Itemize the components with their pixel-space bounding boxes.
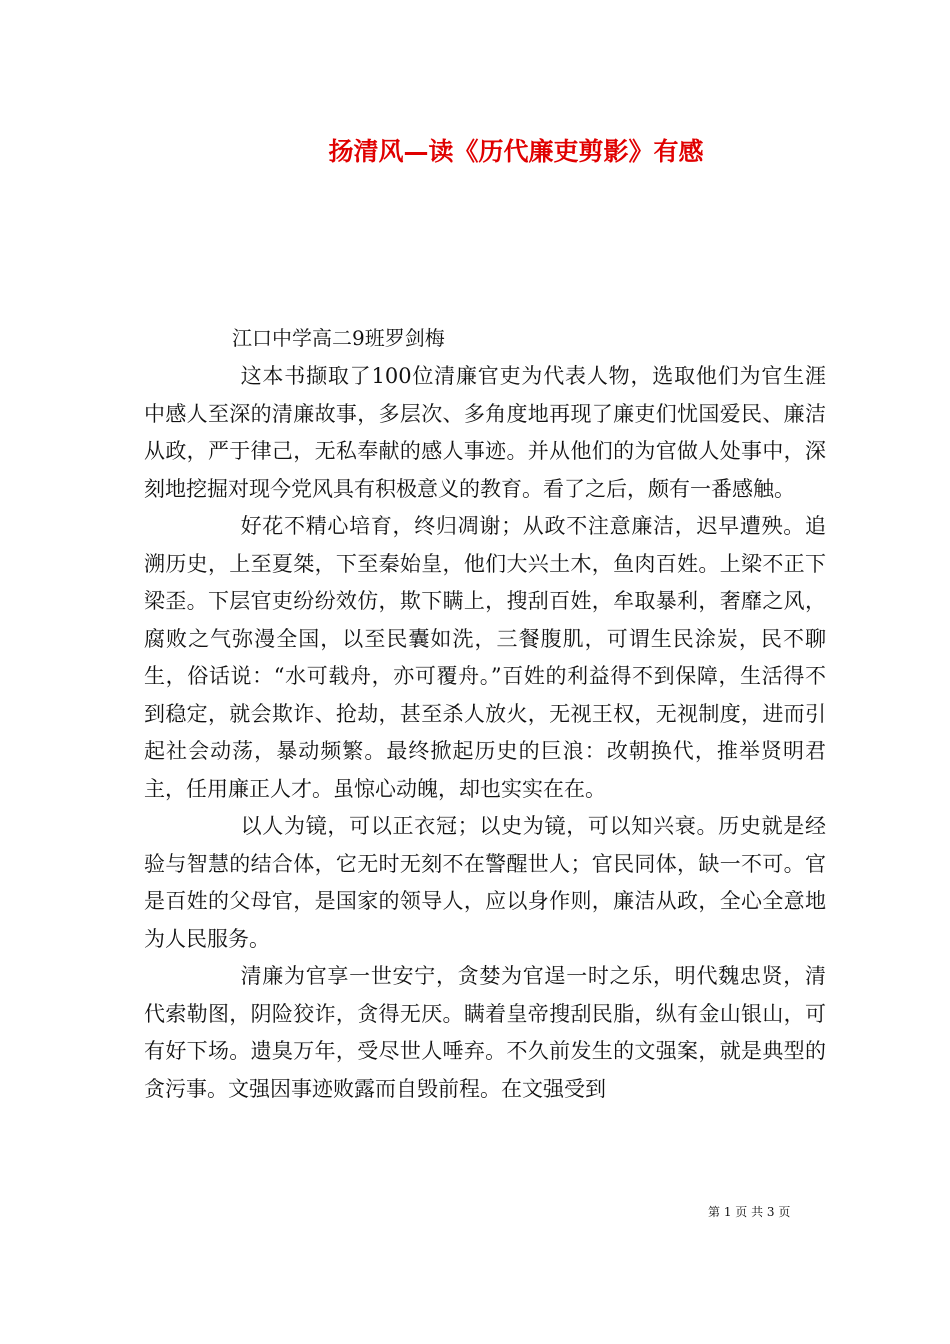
- body-text: [144, 358, 826, 1108]
- paragraph: 这本书撷取了100位清廉官吏为代表人物，选取他们为官生涯中感人至深的清廉故事，多层次、多角度地再现了廉吏们忧国爱民、廉洁从政，严于律己，无私奉献的感人事迹。并从他们的为官做人处事中，深刻地挖掘对现今党风具有积极意义的教育。看了之后，颇有一番感触。: [144, 364, 826, 501]
- author-line: 江口中学高二9班罗剑梅: [232, 326, 445, 350]
- document-title: 扬清风—读《历代廉吏剪影》有感: [328, 137, 704, 166]
- paragraph: 以人为镜，可以正衣冠；以史为镜，可以知兴衰。历史就是经验与智慧的结合体，它无时无刻不在警醒世人；官民同体，缺一不可。官是百姓的父母官，是国家的领导人，应以身作则，廉洁从政，全心全意地为人民服务。: [144, 814, 826, 951]
- paragraph: 清廉为官享一世安宁，贪婪为官逞一时之乐，明代魏忠贤，清代索勒图，阴险狡诈，贪得无厌。瞒着皇帝搜刮民脂，纵有金山银山，可有好下场。遗臭万年，受尽世人唾弃。不久前发生的文强案，就是典型的贪污事。文强因事迹败露而自毁前程。在文强受到: [144, 964, 826, 1101]
- paragraph: 好花不精心培育，终归凋谢；从政不注意廉洁，迟早遭殃。追溯历史，上至夏桀，下至秦始皇，他们大兴土木，鱼肉百姓。上梁不正下梁歪。下层官吏纷纷效仿，欺下瞒上，搜刮百姓，牟取暴利，奢靡之风，腐败之气弥漫全国，以至民囊如洗，三餐腹肌，可谓生民涂炭，民不聊生，俗话说：“水可载舟，亦可覆舟。”百姓的利益得不到保障，生活得不到稳定，就会欺诈、抢劫，甚至杀人放火，无视王权，无视制度，进而引起社会动荡，暴动频繁。最终掀起历史的巨浪：改朝换代，推举贤明君主，任用廉正人才。虽惊心动魄，却也实实在在。: [144, 514, 826, 801]
- page-number: 第 1 页 共 3 页: [708, 1205, 791, 1219]
